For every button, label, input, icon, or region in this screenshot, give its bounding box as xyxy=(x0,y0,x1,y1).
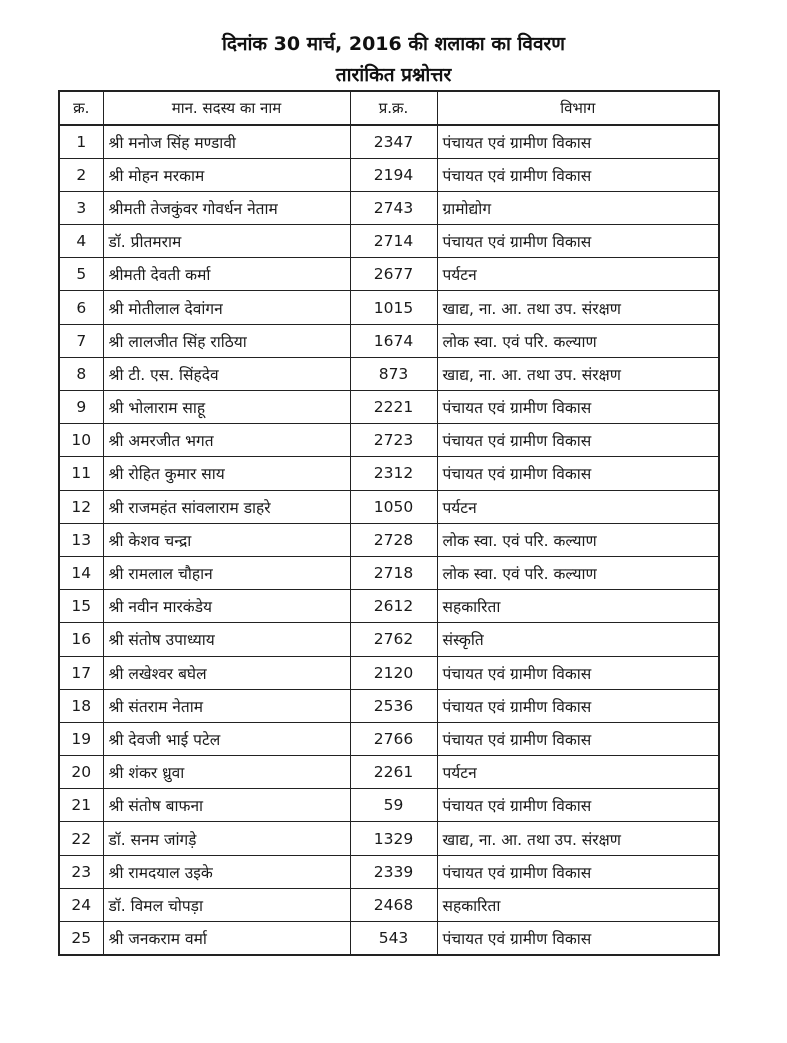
department-cell: पंचायत एवं ग्रामीण विकास xyxy=(437,689,719,722)
document-subtitle: तारांकित प्रश्नोत्तर xyxy=(335,64,452,86)
serial-number-cell: 24 xyxy=(59,888,103,921)
table-row xyxy=(59,125,719,158)
question-number-cell: 2718 xyxy=(350,556,437,589)
table-row xyxy=(59,258,719,291)
member-name-cell: श्री रोहित कुमार साय xyxy=(103,457,350,490)
member-name-cell: डॉ. विमल चोपड़ा xyxy=(103,888,350,921)
table-row xyxy=(59,623,719,656)
question-number-cell: 2339 xyxy=(350,855,437,888)
table-row xyxy=(59,689,719,722)
table-row xyxy=(59,324,719,357)
question-number-cell: 2677 xyxy=(350,258,437,291)
serial-number-cell: 8 xyxy=(59,357,103,390)
serial-number-cell: 18 xyxy=(59,689,103,722)
department-cell: पंचायत एवं ग्रामीण विकास xyxy=(437,722,719,755)
department-cell: सहकारिता xyxy=(437,888,719,921)
question-number-cell: 2743 xyxy=(350,191,437,224)
question-number-cell: 2312 xyxy=(350,457,437,490)
member-name-cell: श्री संतोष बाफना xyxy=(103,789,350,822)
column-header-serial: क्र. xyxy=(59,91,103,125)
department-cell: पंचायत एवं ग्रामीण विकास xyxy=(437,922,719,955)
serial-number-cell: 3 xyxy=(59,191,103,224)
department-cell: ग्रामोद्योग xyxy=(437,191,719,224)
question-number-cell: 2766 xyxy=(350,722,437,755)
serial-number-cell: 5 xyxy=(59,258,103,291)
member-name-cell: श्री शंकर ध्रुवा xyxy=(103,756,350,789)
member-name-cell: श्री रामदयाल उइके xyxy=(103,855,350,888)
department-cell: सहकारिता xyxy=(437,590,719,623)
question-number-cell: 2221 xyxy=(350,391,437,424)
serial-number-cell: 16 xyxy=(59,623,103,656)
question-number-cell: 543 xyxy=(350,922,437,955)
member-name-cell: श्री अमरजीत भगत xyxy=(103,424,350,457)
table-row xyxy=(59,789,719,822)
serial-number-cell: 4 xyxy=(59,225,103,258)
serial-number-cell: 2 xyxy=(59,158,103,191)
department-cell: पंचायत एवं ग्रामीण विकास xyxy=(437,656,719,689)
table-row xyxy=(59,756,719,789)
serial-number-cell: 9 xyxy=(59,391,103,424)
question-number-cell: 2723 xyxy=(350,424,437,457)
table-row xyxy=(59,590,719,623)
department-cell: लोक स्वा. एवं परि. कल्याण xyxy=(437,324,719,357)
member-name-cell: श्री केशव चन्द्रा xyxy=(103,523,350,556)
department-cell: पर्यटन xyxy=(437,756,719,789)
question-number-cell: 2728 xyxy=(350,523,437,556)
department-cell: पंचायत एवं ग्रामीण विकास xyxy=(437,424,719,457)
table-row xyxy=(59,191,719,224)
member-name-cell: श्री मनोज सिंह मण्डावी xyxy=(103,125,350,158)
department-cell: पंचायत एवं ग्रामीण विकास xyxy=(437,158,719,191)
table-row xyxy=(59,523,719,556)
table-row xyxy=(59,158,719,191)
department-cell: संस्कृति xyxy=(437,623,719,656)
column-header-department: विभाग xyxy=(437,91,719,125)
table-row xyxy=(59,855,719,888)
question-number-cell: 1050 xyxy=(350,490,437,523)
table-row xyxy=(59,490,719,523)
question-number-cell: 1015 xyxy=(350,291,437,324)
question-number-cell: 59 xyxy=(350,789,437,822)
member-name-cell: श्री जनकराम वर्मा xyxy=(103,922,350,955)
member-name-cell: श्री संतोष उपाध्याय xyxy=(103,623,350,656)
question-number-cell: 1674 xyxy=(350,324,437,357)
serial-number-cell: 14 xyxy=(59,556,103,589)
table-row xyxy=(59,225,719,258)
member-name-cell: श्री मोतीलाल देवांगन xyxy=(103,291,350,324)
serial-number-cell: 6 xyxy=(59,291,103,324)
column-header-member-name: मान. सदस्य का नाम xyxy=(103,91,350,125)
question-number-cell: 2468 xyxy=(350,888,437,921)
serial-number-cell: 12 xyxy=(59,490,103,523)
table-row xyxy=(59,357,719,390)
column-header-question-number: प्र.क्र. xyxy=(350,91,437,125)
department-cell: खाद्य, ना. आ. तथा उप. संरक्षण xyxy=(437,291,719,324)
question-number-cell: 2120 xyxy=(350,656,437,689)
table-row xyxy=(59,424,719,457)
serial-number-cell: 10 xyxy=(59,424,103,457)
table-row xyxy=(59,822,719,855)
member-name-cell: डॉ. सनम जांगड़े xyxy=(103,822,350,855)
member-name-cell: श्री मोहन मरकाम xyxy=(103,158,350,191)
question-number-cell: 1329 xyxy=(350,822,437,855)
table-row xyxy=(59,391,719,424)
department-cell: पंचायत एवं ग्रामीण विकास xyxy=(437,225,719,258)
member-name-cell: श्री नवीन मारकंडेय xyxy=(103,590,350,623)
serial-number-cell: 22 xyxy=(59,822,103,855)
department-cell: पंचायत एवं ग्रामीण विकास xyxy=(437,789,719,822)
serial-number-cell: 21 xyxy=(59,789,103,822)
member-name-cell: श्रीमती तेजकुंवर गोवर्धन नेताम xyxy=(103,191,350,224)
serial-number-cell: 1 xyxy=(59,125,103,158)
member-name-cell: श्री राजमहंत सांवलाराम डाहरे xyxy=(103,490,350,523)
member-name-cell: डॉ. प्रीतमराम xyxy=(103,225,350,258)
department-cell: पंचायत एवं ग्रामीण विकास xyxy=(437,125,719,158)
department-cell: पंचायत एवं ग्रामीण विकास xyxy=(437,457,719,490)
table-row xyxy=(59,656,719,689)
member-name-cell: श्रीमती देवती कर्मा xyxy=(103,258,350,291)
serial-number-cell: 17 xyxy=(59,656,103,689)
serial-number-cell: 20 xyxy=(59,756,103,789)
department-cell: लोक स्वा. एवं परि. कल्याण xyxy=(437,556,719,589)
department-cell: पर्यटन xyxy=(437,258,719,291)
department-cell: पंचायत एवं ग्रामीण विकास xyxy=(437,391,719,424)
question-number-cell: 873 xyxy=(350,357,437,390)
department-cell: पंचायत एवं ग्रामीण विकास xyxy=(437,855,719,888)
question-number-cell: 2714 xyxy=(350,225,437,258)
serial-number-cell: 15 xyxy=(59,590,103,623)
table-header-row xyxy=(59,91,719,125)
serial-number-cell: 23 xyxy=(59,855,103,888)
question-number-cell: 2194 xyxy=(350,158,437,191)
department-cell: पर्यटन xyxy=(437,490,719,523)
department-cell: लोक स्वा. एवं परि. कल्याण xyxy=(437,523,719,556)
question-number-cell: 2347 xyxy=(350,125,437,158)
department-cell: खाद्य, ना. आ. तथा उप. संरक्षण xyxy=(437,822,719,855)
serial-number-cell: 13 xyxy=(59,523,103,556)
serial-number-cell: 25 xyxy=(59,922,103,955)
member-name-cell: श्री लखेश्वर बघेल xyxy=(103,656,350,689)
serial-number-cell: 7 xyxy=(59,324,103,357)
question-number-cell: 2762 xyxy=(350,623,437,656)
member-name-cell: श्री लालजीत सिंह राठिया xyxy=(103,324,350,357)
member-name-cell: श्री देवजी भाई पटेल xyxy=(103,722,350,755)
table-row xyxy=(59,722,719,755)
member-name-cell: श्री रामलाल चौहान xyxy=(103,556,350,589)
table-row xyxy=(59,922,719,955)
question-number-cell: 2612 xyxy=(350,590,437,623)
members-table xyxy=(58,90,720,956)
table-row xyxy=(59,888,719,921)
member-name-cell: श्री टी. एस. सिंहदेव xyxy=(103,357,350,390)
question-number-cell: 2536 xyxy=(350,689,437,722)
department-cell: खाद्य, ना. आ. तथा उप. संरक्षण xyxy=(437,357,719,390)
serial-number-cell: 11 xyxy=(59,457,103,490)
table-row xyxy=(59,457,719,490)
table-row xyxy=(59,556,719,589)
table-row xyxy=(59,291,719,324)
document-title: दिनांक 30 मार्च, 2016 की शलाका का विवरण xyxy=(221,33,566,55)
serial-number-cell: 19 xyxy=(59,722,103,755)
question-number-cell: 2261 xyxy=(350,756,437,789)
member-name-cell: श्री संतराम नेताम xyxy=(103,689,350,722)
member-name-cell: श्री भोलाराम साहू xyxy=(103,391,350,424)
